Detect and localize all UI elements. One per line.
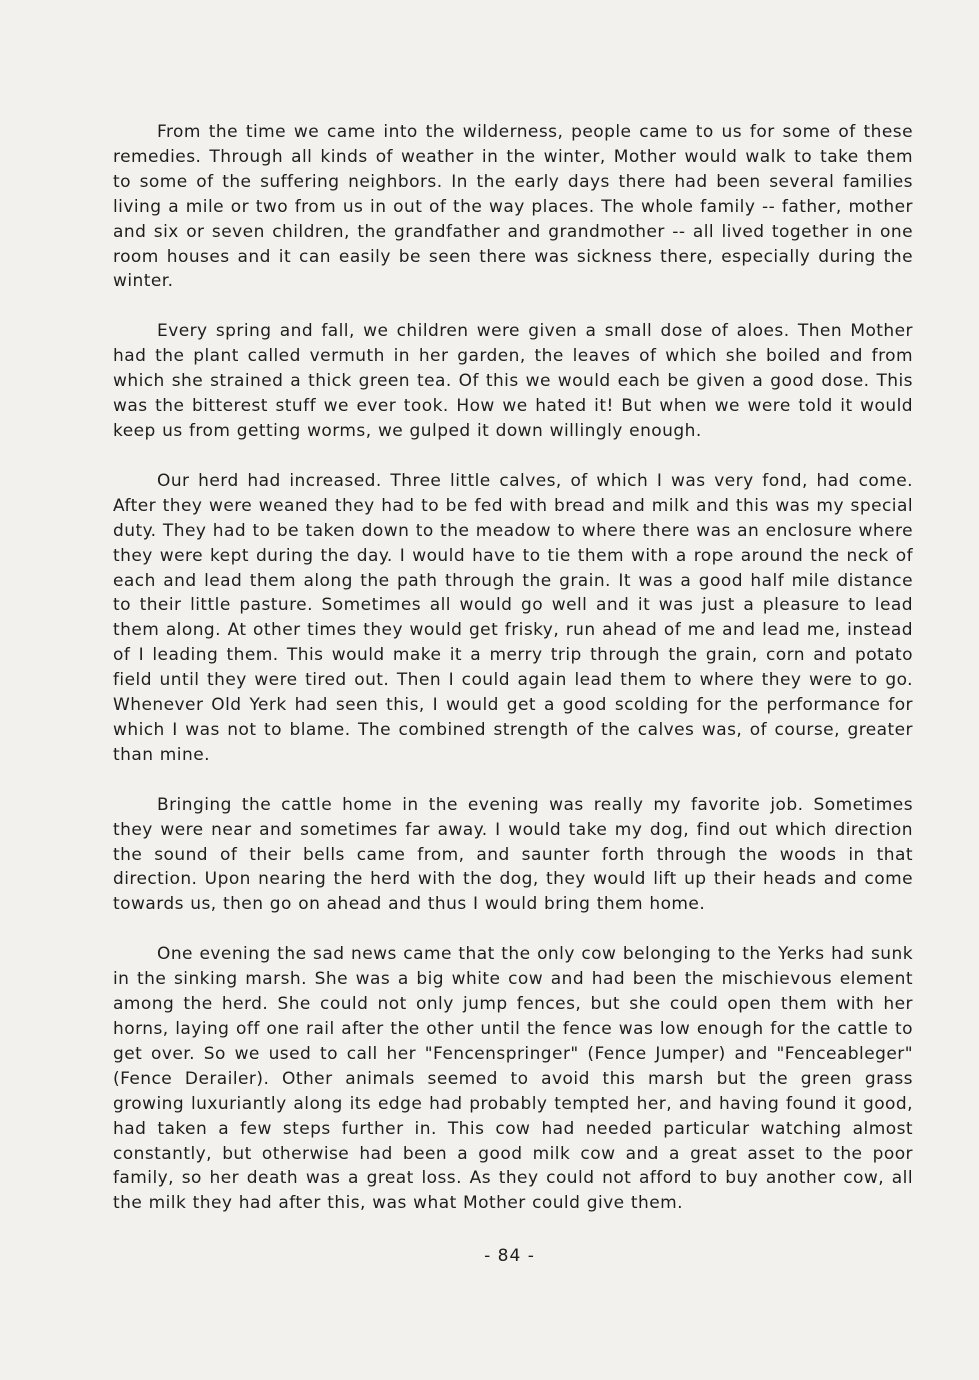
page-number: - 84 - (484, 1246, 535, 1266)
paragraph-cow: One evening the sad news came that the only cow belonging to the Yerks had sunk in the sinking marsh. She was a big white cow and had been the mischievous element among the herd. She could not only jump fences, but she could open them with her horns, laying off one rail after the other until the fence was low enough for the cattle to get over. So we used to call her "Fencenspringer" (Fence Jumper) and "Fenceableger" (Fence Derailer). Other animals seemed to avoid this marsh but the green grass growing luxuriantly along its edge had probably tempted her, and having found it good, had taken a few steps further in. This cow had needed particular watching almost constantly, but otherwise had been a good milk cow and a great asset to the poor family, so her death was a great loss. As they could not afford to buy another cow, all the milk they had after this, was what Mother could give them. (113, 944, 913, 1214)
paragraph-calves: Our herd had increased. Three little calves, of which I was very fond, had come. After they were weaned they had to be fed with bread and milk and this was my special duty. They had to be taken down to the meadow to where there was an enclosure where they were kept during the day. I would have to tie them with a rope around the neck of each and lead them along the path through the grain. It was a good half mile distance to their little pasture. Sometimes all would go well and it was just a pleasure to lead them along. At other times they would get frisky, run ahead of me and lead me, instead of I leading them. This would make it a merry trip through the grain, corn and potato field until they were tired out. Then I could again lead them to where they were to go. Whenever Old Yerk had seen this, I would get a good scolding for the performance for which I was not to blame. The combined strength of the calves was, of course, greater than mine. (113, 470, 913, 765)
paragraph-cattle: Bringing the cattle home in the evening was really my favorite job. Sometimes they were near and sometimes far away. I would take my dog, find out which direction the sound of their bells came from, and saunter forth through the woods in that direction. Upon nearing the herd with the dog, they would lift up their heads and come towards us, then go on ahead and thus I would bring them home. (113, 794, 913, 915)
paragraph-remedies: From the time we came into the wilderness, people came to us for some of these remedies. Through all kinds of weather in the winter, Mother would walk to take them to some of the suffering neighbors. In the early days there had been several families living a mile or two from us in out of the way places. The whole family -- father, mother and six or seven children, the grandfather and grandmother -- all lived together in one room houses and it can easily be seen there was sickness there, especially during the winter. (113, 122, 913, 292)
body-text (113, 120, 913, 1241)
paragraph-aloes: Every spring and fall, we children were given a small dose of aloes. Then Mother had the plant called vermuth in her garden, the leaves of which she boiled and from which she strained a thick green tea. Of this we would each be given a good dose. This was the bitterest stuff we ever took. How we hated it! But when we were told it would keep us from getting worms, we gulped it down willingly enough. (113, 321, 913, 441)
